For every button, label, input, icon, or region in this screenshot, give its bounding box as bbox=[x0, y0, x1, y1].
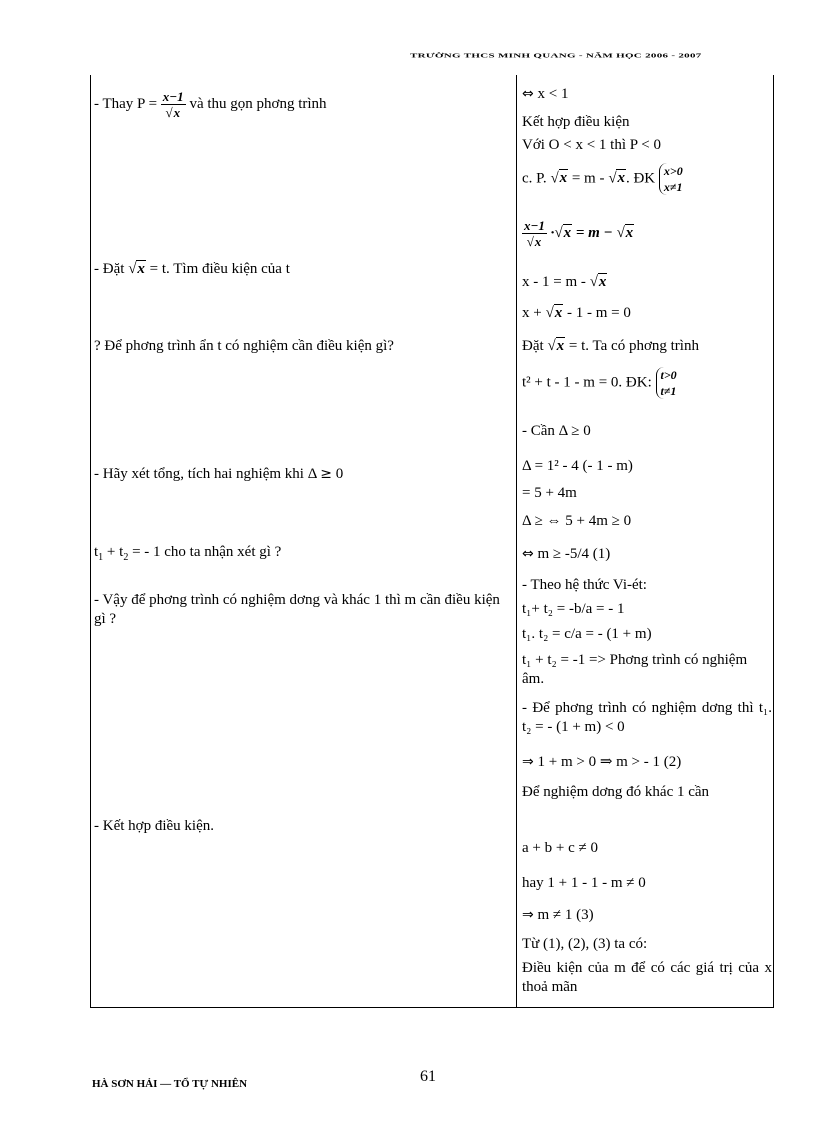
answer-equation-fraction: $\frac{x-1}{√x}$ ·√x = m − √x bbox=[524, 218, 634, 249]
question-condition-t: ? Để phơng trình ẩn t có nghiệm cần điều kiện gì? bbox=[94, 338, 394, 354]
page-number: 61 bbox=[420, 1068, 436, 1085]
sqrt-x: √x bbox=[165, 105, 181, 120]
condition-system-t: t>0 t≠1 bbox=[656, 367, 677, 399]
question-sum-remark: $t_1 + t_2$ = - 1 cho ta nhận xét gì ? bbox=[94, 544, 282, 563]
footer-author: HÀ SƠN HẢI — TỔ TỰ NHIÊN bbox=[92, 1078, 248, 1090]
answer-from-conditions: Từ (1), (2), (3) ta có: bbox=[522, 936, 648, 952]
column-divider bbox=[516, 75, 517, 1007]
fraction-x-minus-1-over-sqrt-x bbox=[161, 89, 186, 120]
q1-prefix: - Thay P = bbox=[94, 95, 158, 112]
answer-x-lt-1: ⇔ x < 1 bbox=[522, 86, 569, 102]
lesson-table bbox=[90, 75, 774, 1008]
answer-part-c: c. P. √x = m - √x. ĐK x>0 x≠1 bbox=[522, 164, 683, 194]
question-positive-root: - Vậy để phơng trình có nghiệm dơng và khác 1 thì m cần điều kiện gì ? bbox=[94, 592, 500, 627]
answer-t-equation: t² + t - 1 - m = 0. ĐK: t>0 t≠1 bbox=[522, 368, 677, 398]
fraction-numerator: x−1 bbox=[162, 89, 184, 104]
answer-combine-cond: Kết hợp điều kiện bbox=[522, 114, 630, 130]
condition-system-x: x>0 x≠1 bbox=[659, 163, 683, 195]
answer-negative-root: t₁ + t₂ = -1 => Phơng trình có nghiệm âm. bbox=[522, 652, 748, 687]
sqrt-x: √x bbox=[608, 170, 625, 187]
answer-x-minus-1: x - 1 = m - √x bbox=[522, 274, 607, 290]
answer-different-from-1: Để nghiệm dơng đó khác 1 cần bbox=[522, 784, 710, 800]
question-sum-product: - Hãy xét tổng, tích hai nghiệm khi Δ ≥ 0 bbox=[94, 466, 344, 482]
answer-delta: Δ = 1² - 4 (- 1 - m) bbox=[522, 458, 633, 474]
q1-suffix: và thu gọn phơng trình bbox=[189, 95, 327, 112]
question-substitute-p bbox=[94, 89, 327, 120]
sqrt-x: √x bbox=[128, 261, 145, 277]
answer-p-negative: Với O < x < 1 thì P < 0 bbox=[522, 137, 662, 153]
answer-m-condition-3: ⇒ m ≠ 1 (3) bbox=[522, 907, 594, 923]
answer-sum-condition: hay 1 + 1 - 1 - m ≠ 0 bbox=[522, 875, 646, 891]
answer-final-condition: Điều kiện của m để có các giá trị của x thoả mãn bbox=[522, 960, 772, 995]
answer-set-t: Đặt √x = t. Ta có phơng trình bbox=[522, 338, 699, 354]
question-set-t: - Đặt √x = t. Tìm điều kiện của t bbox=[94, 261, 290, 277]
answer-m-condition-2: ⇒ 1 + m > 0 ⇒ m > - 1 (2) bbox=[522, 754, 682, 770]
answer-positive-root-condition: - Để phơng trình có nghiệm dơng thì t₁. t₂ = - (1 + m) < 0 bbox=[522, 700, 772, 735]
fraction-x-minus-1-over-sqrt-x: $\frac{x-1}{√x}$ bbox=[524, 218, 545, 249]
answer-delta-condition: Δ ≥ ⇔ 5 + 4m ≥ 0 bbox=[522, 513, 632, 529]
answer-need-delta: - Cần Δ ≥ 0 bbox=[522, 423, 591, 439]
answer-abc-condition: a + b + c ≠ 0 bbox=[522, 840, 598, 856]
page-header: TRƯỜNG THCS MINH QUANG - NĂM HỌC 2006 - 2007 bbox=[410, 52, 702, 60]
answer-vieta-sum: t₁+ t₂ = -b/a = - 1 bbox=[522, 601, 625, 617]
question-combine: - Kết hợp điều kiện. bbox=[94, 818, 214, 834]
answer-vieta-product: t₁. t₂ = c/a = - (1 + m) bbox=[522, 626, 652, 642]
answer-delta-value: = 5 + 4m bbox=[522, 485, 577, 501]
sqrt-x: √x bbox=[550, 170, 568, 187]
answer-x-plus-sqrt: x + √x - 1 - m = 0 bbox=[522, 305, 631, 321]
answer-vieta-title: - Theo hệ thức Vi-ét: bbox=[522, 577, 647, 593]
answer-m-condition-1: ⇔ m ≥ -5/4 (1) bbox=[522, 546, 611, 562]
